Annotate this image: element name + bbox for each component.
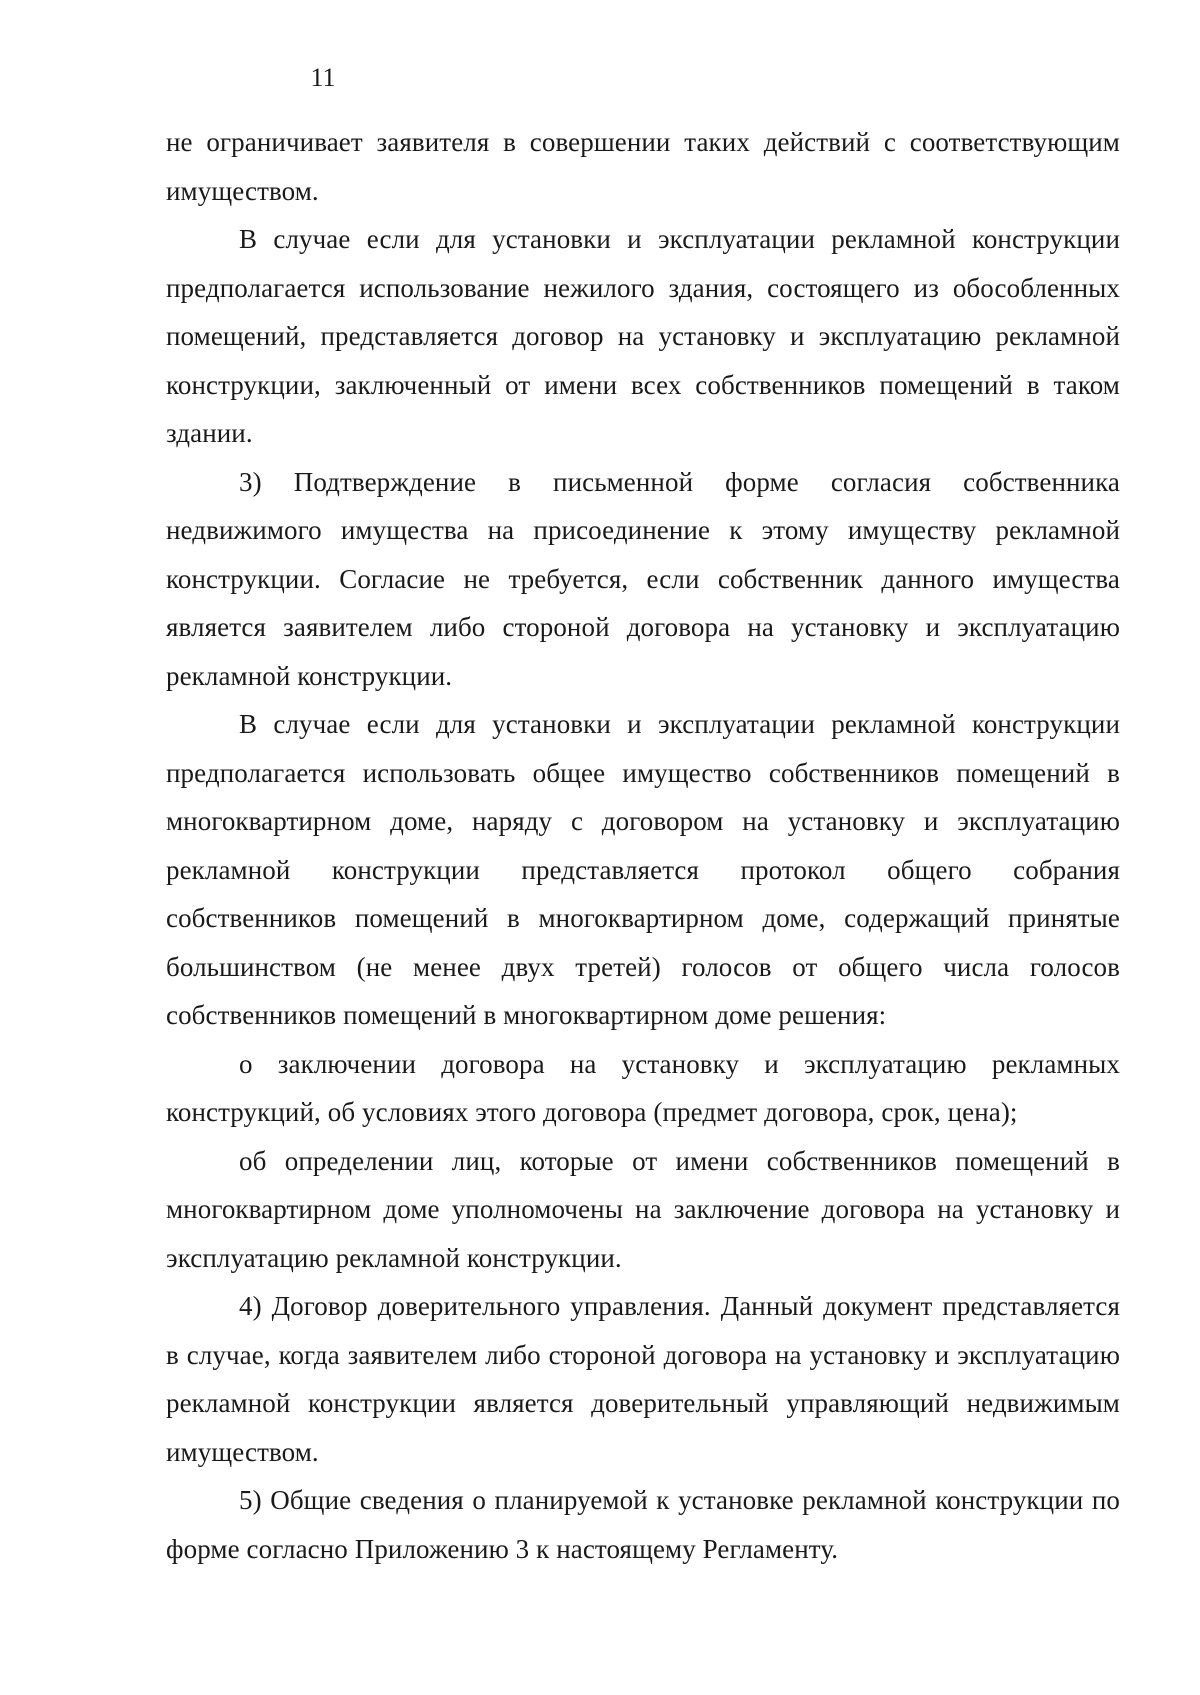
document-body <box>166 118 1120 1573</box>
paragraph-continuation: не ограничивает заявителя в совершении таких действий с соответствующим имуществом. <box>166 127 1120 206</box>
paragraph-decision-authorized-persons: об определении лиц, которые от имени собственников помещений в многоквартирном доме уполномочены на заключение договора на установку и эксплуатацию рекламной конструкции. <box>166 1145 1120 1273</box>
paragraph-item-5-general-info: 5) Общие сведения о планируемой к установке рекламной конструкции по форме согласно Приложению 3 к настоящему Регламенту. <box>166 1485 1120 1564</box>
paragraph-decision-contract: о заключении договора на установку и эксплуатацию рекламных конструкций, об условиях этого договора (предмет договора, срок, цена); <box>166 1048 1120 1127</box>
paragraph-apartment-building: В случае если для установки и эксплуатации рекламной конструкции предполагается использовать общее имущество собственников помещений в многоквартирном доме, наряду с договором на установку и эксплуатацию рекламной конструкции представляется протокол общего собрания собственников помещений в многоквартирном доме, содержащий принятые большинством (не менее двух третей) голосов от общего числа голосов собственников помещений в многоквартирном доме решения: <box>166 709 1120 1030</box>
paragraph-item-4-trust-management: 4) Договор доверительного управления. Данный документ представляется в случае, когда заявителем либо стороной договора на установку и эксплуатацию рекламной конструкции является доверительный управляющий недвижимым имуществом. <box>166 1291 1120 1467</box>
paragraph-nonresidential-building: В случае если для установки и эксплуатации рекламной конструкции предполагается использование нежилого здания, состоящего из обособленных помещений, представляется договор на установку и эксплуатацию рекламной конструкции, заключенный от имени всех собственников помещений в таком здании. <box>166 224 1120 448</box>
paragraph-item-3-owner-consent: 3) Подтверждение в письменной форме согласия собственника недвижимого имущества на присоединение к этому имуществу рекламной конструкции. Согласие не требуется, если собственник данного имущества является заявителем либо стороной договора на установку и эксплуатацию рекламной конструкции. <box>166 466 1120 691</box>
page-number <box>0 62 1200 94</box>
page-number-text: 11 <box>310 63 336 92</box>
